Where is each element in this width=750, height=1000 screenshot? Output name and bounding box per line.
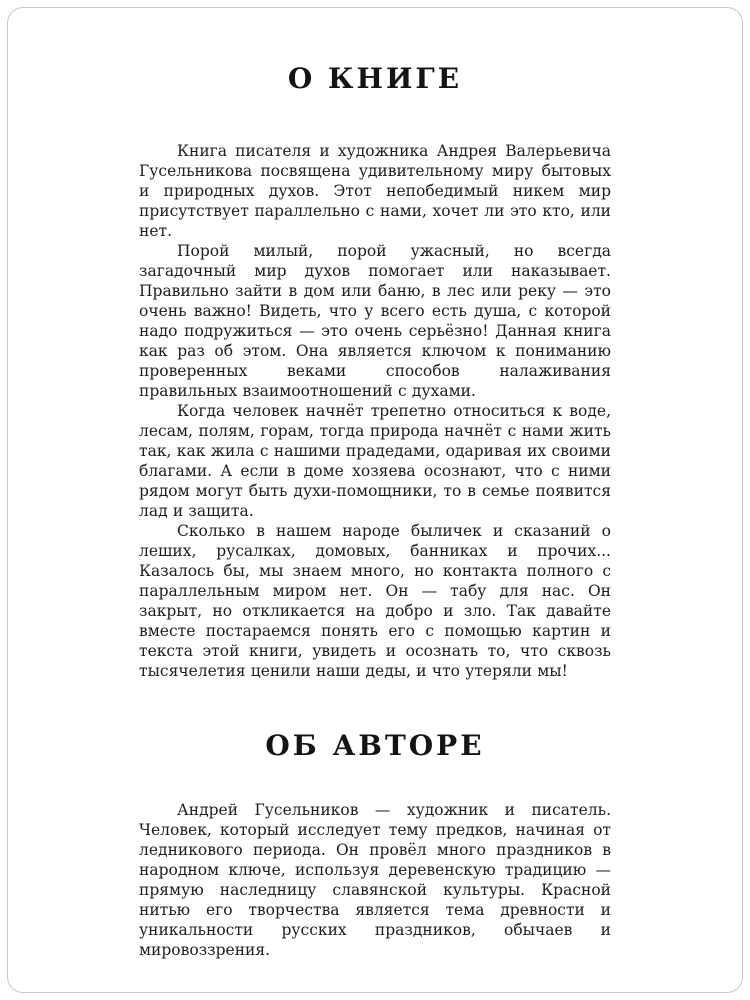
about-book-paragraph-3: Когда человек начнёт трепетно относиться к воде, лесам, полям, горам, тогда природа начнёт с нами жить так, как жила с нашими прадедами, одаривая их своими благами. А если в доме хозяева осознают, что с ними рядом могут быть духи-помощники, то в семье появится лад и защита.: [139, 402, 611, 520]
page-content: [139, 0, 611, 960]
about-author-paragraph-1: Андрей Гусельников — художник и писатель. Человек, который исследует тему предков, начиная от ледникового периода. Он провёл много праздников в народном ключе, используя деревенскую традицию — прямую наследницу славянской культуры. Красной нитью его творчества является тема древности и уникальности русских праздников, обычаев и мировоззрения.: [139, 801, 611, 959]
about-book-paragraph-1: Книга писателя и художника Андрея Валерьевича Гусельникова посвящена удивительному миру бытовых и природных духов. Этот непобедимый никем мир присутствует параллельно с нами, хочет ли это кто, или нет.: [139, 142, 611, 240]
section-about-book: [139, 0, 611, 681]
about-book-paragraph-2: Порой милый, порой ужасный, но всегда загадочный мир духов помогает или наказывает. Правильно зайти в дом или баню, в лес или реку — это очень важно! Видеть, что у всего есть душа, с которой надо подружиться — это очень серьёзно! Данная книга как раз об этом. Она является ключом к пониманию проверенных веками способов налаживания правильных взаимоотношений с духами.: [139, 242, 611, 400]
about-book-heading: О КНИГЕ: [287, 62, 463, 95]
section-about-author: [139, 729, 611, 960]
about-book-paragraph-4: Сколько в нашем народе быличек и сказаний о леших, русалках, домовых, банниках и прочих... Казалось бы, мы знаем много, но контакта полного с параллельным миром нет. Он — табу для нас. Он закрыт, но откликается на добро и зло. Так давайте вместе постараемся понять его с помощью картин и текста этой книги, увидеть и осознать то, что сквозь тысячелетия ценили наши деды, и что утеряли мы!: [139, 522, 611, 680]
about-author-heading: ОБ АВТОРЕ: [265, 729, 485, 762]
